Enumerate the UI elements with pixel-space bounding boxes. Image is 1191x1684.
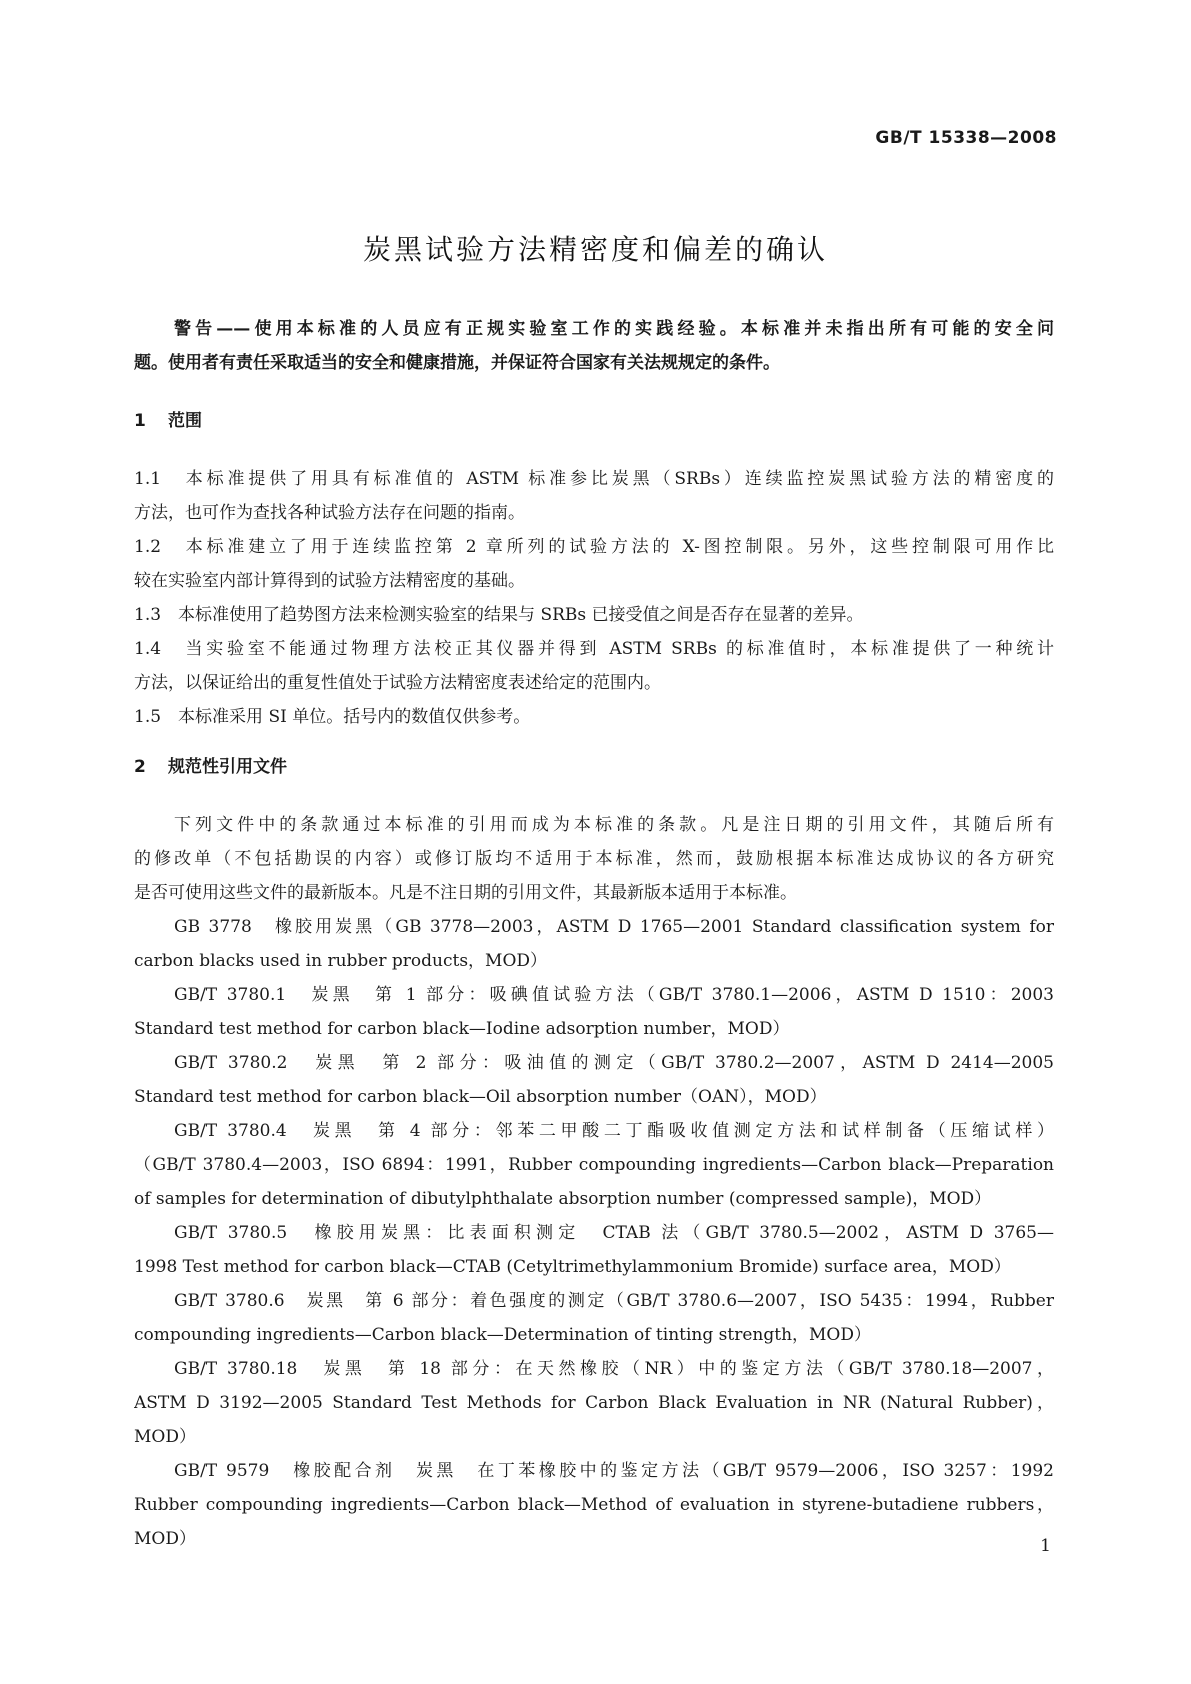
section-heading-normative-references [134, 750, 1054, 784]
reference-line: GB/T 9579 橡胶配合剂 炭黑 在丁苯橡胶中的鉴定方法（GB/T 9579—2006，ISO 3257：1992 [174, 1461, 1054, 1481]
reference-line: GB/T 3780.2 炭黑 第 2 部分：吸油值的测定（GB/T 3780.2—2007，ASTM D 2414—2005 [174, 1053, 1054, 1073]
clause-line: 方法，也可作为查找各种试验方法存在问题的指南。 [134, 503, 525, 523]
reference-line: GB/T 3780.1 炭黑 第 1 部分：吸碘值试验方法（GB/T 3780.1—2006，ASTM D 1510：2003 [174, 985, 1054, 1005]
clause-line: 方法，以保证给出的重复性值处于试验方法精密度表述给定的范围内。 [134, 673, 661, 693]
warning-line: 警告——使用本标准的人员应有正规实验室工作的实践经验。本标准并未指出所有可能的安全问 [174, 319, 1054, 339]
reference-line: compounding ingredients—Carbon black—Determination of tinting strength，MOD） [134, 1325, 871, 1345]
reference-line: GB/T 3780.18 炭黑 第 18 部分：在天然橡胶（NR）中的鉴定方法（GB/T 3780.18—2007， [174, 1359, 1054, 1379]
reference-line: GB 3778 橡胶用炭黑（GB 3778—2003，ASTM D 1765—2001 Standard classification system for [174, 917, 1054, 937]
reference-line: of samples for determination of dibutylphthalate absorption number (compressed sample)，MOD） [134, 1189, 992, 1209]
clause-line: 1.5 本标准采用 SI 单位。括号内的数值仅供参考。 [134, 707, 531, 727]
standard-number: GB/T 15338—2008 [875, 128, 1057, 148]
page-number: 1 [1040, 1536, 1051, 1556]
paragraph-line: 的修改单（不包括勘误的内容）或修订版均不适用于本标准，然而，鼓励根据本标准达成协议的各方研究 [134, 849, 1054, 869]
references-section [134, 808, 1054, 1556]
reference-line: Standard test method for carbon black—Oil absorption number（OAN），MOD） [134, 1087, 827, 1107]
section-title: 规范性引用文件 [168, 757, 287, 777]
warning-paragraph [134, 312, 1054, 380]
warning-line: 题。使用者有责任采取适当的安全和健康措施，并保证符合国家有关法规规定的条件。 [134, 353, 780, 373]
section-heading-scope [134, 404, 1054, 438]
clause-line: 1.4 当实验室不能通过物理方法校正其仪器并得到 ASTM SRBs 的标准值时，本标准提供了一种统计 [134, 639, 1054, 659]
reference-line: MOD） [134, 1427, 196, 1447]
reference-line: GB/T 3780.5 橡胶用炭黑：比表面积测定 CTAB 法（GB/T 3780.5—2002，ASTM D 3765— [174, 1223, 1054, 1243]
section-number: 2 [134, 757, 146, 777]
paragraph-line: 下列文件中的条款通过本标准的引用而成为本标准的条款。凡是注日期的引用文件，其随后所有 [174, 815, 1054, 835]
reference-line: Rubber compounding ingredients—Carbon black—Method of evaluation in styrene-butadiene rubbers， [134, 1495, 1054, 1515]
reference-line: GB/T 3780.4 炭黑 第 4 部分：邻苯二甲酸二丁酯吸收值测定方法和试样制备（压缩试样） [174, 1121, 1054, 1141]
clause-line: 1.2 本标准建立了用于连续监控第 2 章所列的试验方法的 X-图控制限。另外，这些控制限可用作比 [134, 537, 1054, 557]
scope-section [134, 462, 1054, 734]
reference-line: 1998 Test method for carbon black—CTAB (Cetyltrimethylammonium Bromide) surface area，MOD） [134, 1257, 1011, 1277]
document-body [134, 312, 1054, 1556]
reference-line: ASTM D 3192—2005 Standard Test Methods for Carbon Black Evaluation in NR (Natural Rubber)， [134, 1393, 1054, 1413]
reference-line: MOD） [134, 1529, 196, 1549]
reference-line: GB/T 3780.6 炭黑 第 6 部分：着色强度的测定（GB/T 3780.6—2007，ISO 5435：1994，Rubber [174, 1291, 1054, 1311]
clause-line: 较在实验室内部计算得到的试验方法精密度的基础。 [134, 571, 525, 591]
reference-line: （GB/T 3780.4—2003，ISO 6894：1991，Rubber compounding ingredients—Carbon black—Preparation [134, 1155, 1054, 1175]
reference-line: Standard test method for carbon black—Iodine adsorption number，MOD） [134, 1019, 790, 1039]
reference-line: carbon blacks used in rubber products，MOD） [134, 951, 548, 971]
clause-line: 1.3 本标准使用了趋势图方法来检测实验室的结果与 SRBs 已接受值之间是否存在显著的差异。 [134, 605, 864, 625]
section-title: 范围 [168, 411, 202, 431]
clause-line: 1.1 本标准提供了用具有标准值的 ASTM 标准参比炭黑（SRBs）连续监控炭黑试验方法的精密度的 [134, 469, 1054, 489]
section-number: 1 [134, 411, 146, 431]
paragraph-line: 是否可使用这些文件的最新版本。凡是不注日期的引用文件，其最新版本适用于本标准。 [134, 883, 797, 903]
document-title: 炭黑试验方法精密度和偏差的确认 [362, 233, 828, 266]
